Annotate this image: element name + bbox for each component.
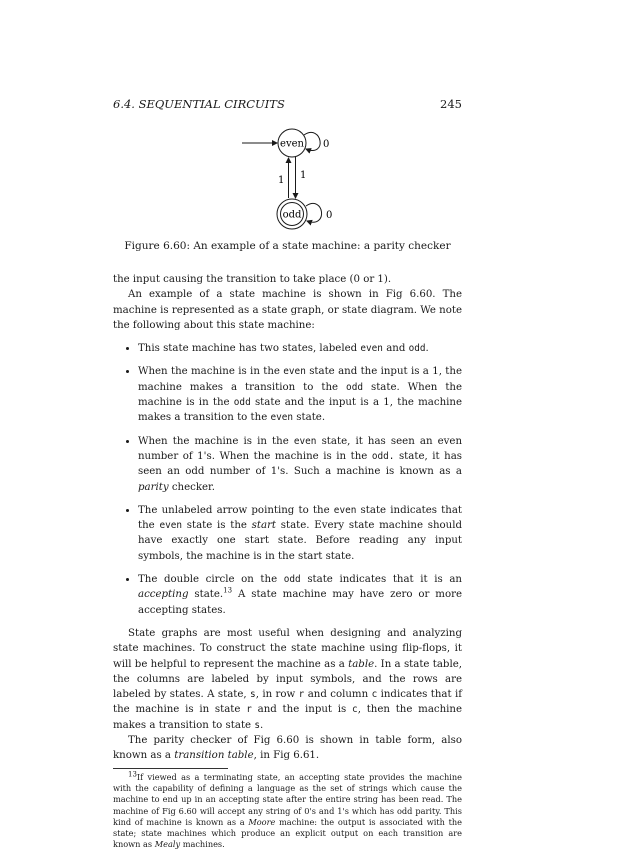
list-item: • When the machine is in the even state, it has seen an even number of 1's. When the machine is in the odd. state, it has seen an odd number of 1's. Such a machine is known as a parity checker. (138, 434, 462, 495)
state-odd-label: odd (282, 209, 302, 221)
bullet-list (113, 341, 462, 618)
footnote-marker: 13 (223, 586, 233, 595)
edge-odd-to-even-label: 1 (278, 175, 285, 186)
even-self-loop (304, 132, 320, 150)
figure-caption: Figure 6.60: An example of a state machine: a parity checker (124, 240, 451, 252)
footnote: $^{13}$If viewed as a terminating state, an accepting state provides the machine with the capability of defining a language as the set of strings which cause the machine to end up in an accepting state after the entire string has been read. The machine of Fig 6.60 will accept any string of 0's and 1's which has odd parity. This kind of machine is known as a Moore machine: the output is associated with the state; state machines which produce an explicit output on each transition are known as Mealy machines. (113, 769, 462, 850)
even-self-loop-label: 0 (323, 139, 330, 150)
paragraph: An example of a state machine is shown in Fig 6.60. The machine is represented as a state graph, or state diagram. We note the following about this state machine: (113, 289, 462, 331)
list-item: • When the machine is in the even state and the input is a 1, the machine makes a transition to the odd state. When the machine is in the odd state and the input is a 1, the machine makes a transition to the even state. (138, 364, 462, 425)
list-item: • The double circle on the odd state indicates that it is an accepting state.$^{13}$ A state machine may have zero or more accepting states. (138, 572, 462, 618)
section-title: 6.4. SEQUENTIAL CIRCUITS (113, 97, 285, 111)
state-diagram (230, 116, 360, 238)
list-item: • The unlabeled arrow pointing to the even state indicates that the even state is the start state. Every state machine should have exactly one start state. Before reading any input symbols, the machine is in the start state. (138, 503, 462, 564)
state-even-label: even (280, 138, 304, 150)
running-header (113, 97, 462, 111)
paragraph: the input causing the transition to take place (0 or 1). (113, 274, 392, 285)
paragraph: State graphs are most useful when designing and analyzing state machines. To construct the state machine using flip-flops, it will be helpful to represent the machine as a table. In a state table, the columns are labeled by input symbols, and the rows are labeled by states. A state, s, in row r and column c indicates that if the machine is in state r and the input is c, then the machine makes a transition to state s. (113, 627, 463, 731)
odd-self-loop-label: 0 (326, 210, 333, 221)
footnote-divider (113, 768, 228, 769)
main-text (113, 272, 462, 851)
page-number: 245 (440, 97, 462, 111)
paragraph: The parity checker of Fig 6.60 is shown in table form, also known as a transition table, in Fig 6.61. (113, 735, 462, 762)
odd-self-loop (306, 203, 322, 222)
list-item: • This state machine has two states, labeled even and odd. (138, 341, 462, 356)
edge-even-to-odd-label: 1 (300, 170, 307, 181)
